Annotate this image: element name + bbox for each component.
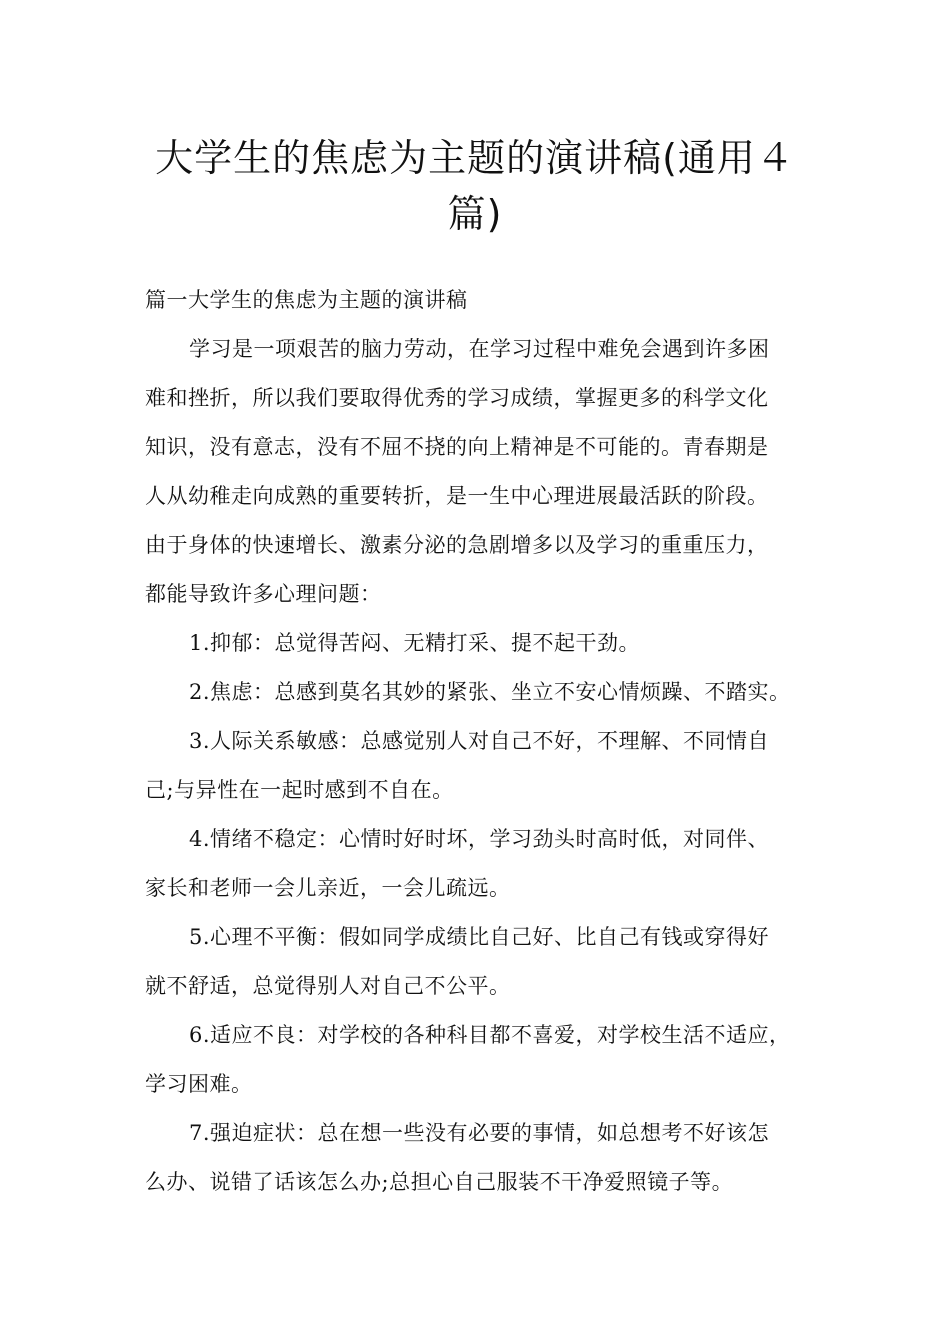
list-item-line: 6.适应不良：对学校的各种科目都不喜爱，对学校生活不适应，: [189, 1023, 791, 1047]
document-title: [140, 130, 810, 242]
list-item-line: 么办、说错了话该怎么办;总担心自己服装不干净爱照镜子等。: [145, 1170, 734, 1194]
list-item-line: 7.强迫症状：总在想一些没有必要的事情，如总想考不好该怎: [189, 1121, 770, 1145]
list-item-5: [145, 913, 810, 1011]
list-item-line: 4.情绪不稳定：心情时好时坏，学习劲头时高时低，对同伴、: [189, 827, 770, 851]
list-item-line: 5.心理不平衡：假如同学成绩比自己好、比自己有钱或穿得好: [189, 925, 770, 949]
list-item-4: [145, 815, 810, 913]
list-item-line: 1.抑郁：总觉得苦闷、无精打采、提不起干劲。: [189, 631, 641, 655]
intro-line: 知识，没有意志，没有不屈不挠的向上精神是不可能的。青春期是: [145, 435, 769, 459]
title-line-1: 大学生的焦虑为主题的演讲稿(通用４: [155, 136, 795, 180]
title-line-2: 篇): [447, 192, 503, 236]
intro-line: 都能导致许多心理问题：: [145, 582, 382, 606]
intro-line: 难和挫折，所以我们要取得优秀的学习成绩，掌握更多的科学文化: [145, 386, 769, 410]
list-item-line: 3.人际关系敏感：总感觉别人对自己不好，不理解、不同情自: [189, 729, 770, 753]
intro-paragraph: [145, 325, 810, 619]
list-item-line: 2.焦虑：总感到莫名其妙的紧张、坐立不安心情烦躁、不踏实。: [189, 680, 791, 704]
document-body: [145, 276, 810, 1207]
intro-line: 人从幼稚走向成熟的重要转折，是一生中心理进展最活跃的阶段。: [145, 484, 769, 508]
list-item-6: [145, 1011, 810, 1109]
intro-line: 由于身体的快速增长、激素分泌的急剧增多以及学习的重重压力，: [145, 533, 769, 557]
list-item-line: 就不舒适，总觉得别人对自己不公平。: [145, 974, 511, 998]
list-item-7: [145, 1109, 810, 1207]
list-item-1: [145, 619, 810, 668]
section-heading-text: 篇一大学生的焦虑为主题的演讲稿: [145, 288, 468, 312]
list-item-line: 家长和老师一会儿亲近，一会儿疏远。: [145, 876, 511, 900]
section-heading: [145, 276, 810, 325]
list-item-3: [145, 717, 810, 815]
intro-line: 学习是一项艰苦的脑力劳动，在学习过程中难免会遇到许多困: [189, 337, 770, 361]
list-item-2: [145, 668, 810, 717]
list-item-line: 学习困难。: [145, 1072, 253, 1096]
list-item-line: 己;与异性在一起时感到不自在。: [145, 778, 454, 802]
